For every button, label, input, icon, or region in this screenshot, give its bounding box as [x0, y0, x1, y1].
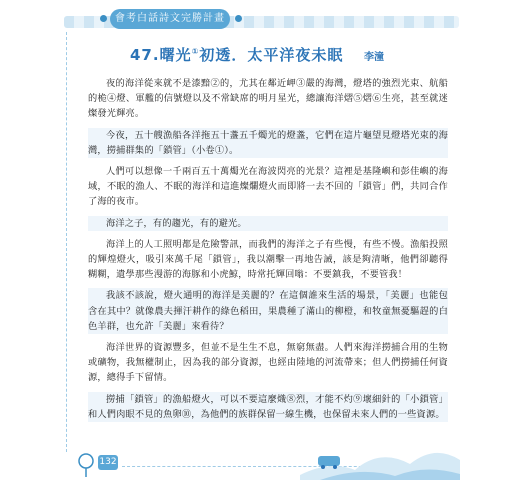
- hills-decoration-icon: [300, 430, 460, 480]
- header-banner-title: 會考白話詩文完勝計畫: [110, 9, 230, 29]
- article-body: [88, 76, 448, 428]
- paragraph: 今夜，五十艘漁船各洋拖五十盞五千燭光的燈盞，它們在這片龜望見燈塔光束的海灣，撈捕群集的「鎖管」（小卷①）。: [88, 128, 448, 158]
- banner-dot-left: [100, 15, 107, 22]
- article-title-row: [130, 44, 430, 66]
- paragraph: 人們可以想像一千兩百五十萬燭光在海波閃亮的光景？這裡是基隆嶼和彭佳嶼的海域，不眠的漁人、不眠的海洋和這進燦爛燈火而即將一去不回的「鎖管」們，共同合作了海的夜市。: [88, 166, 448, 208]
- article-title-main: 47.曙光: [130, 46, 192, 64]
- banner-dot-right: [235, 15, 242, 22]
- tree-icon: [76, 452, 96, 478]
- paragraph: 海洋上的人工照明都是危險警訊，而我們的海洋之子有些慢，有些不慢。漁船投照的輝煌燈火，吸引來萬千尾「鎖管」，我以潮擊一再地告誡，該是夠清晰，他們卻聽得糊糊，遺學那些漫游的海豚和小虎鯨，時常托輝回嗡：不要鎮我，不要管我！: [88, 238, 448, 281]
- title-note-mark: ①: [191, 47, 200, 56]
- paragraph: 海洋世界的資源豐多，但並不是生生不息，無窮無盡。人們來海洋撈捕合用的生物或礦物，我無權制止，因為我的部分資源，也經由陸地的河流帶來；但人們撈捕任何資源，總得手下留情。: [88, 342, 448, 384]
- page-number: 132: [98, 455, 118, 470]
- paragraph: 撈捕「鎖管」的漁船燈火，可以不要這麼熾⑧烈，才能不灼⑨壞細針的「小鎖管」和人們肉眼不見的魚卵⑩，為他們的族群保留一線生機，也保留未來人們的一些資源。: [88, 392, 448, 422]
- article-title-rest: 初透．太平洋夜未眠: [199, 46, 344, 64]
- paragraph: 海洋之子，有的趨光，有的避光。: [88, 216, 448, 231]
- margin-dashed-line: [66, 32, 67, 452]
- paragraph: 我該不該說，燈火通明的海洋是美麗的？在這個誰來生活的場景，「美麗」也能包含在其中？就像農夫揮汗耕作的綠色稻田，果農種了滿山的柳橙，和牧童無憂驅趕的白色羊群，也允許「美麗」來看待？: [88, 288, 448, 334]
- article-author: 李潼: [364, 52, 384, 63]
- paragraph: 夜的海洋從來就不是漆黯②的，尤其在鄰近岬③嚴的海灣，燈塔的強烈光束、航船的桅④燈、軍艦的信號燈以及不常缺席的明月星光，總讓海洋熠⑤熠⑥生亮，甚至就迷燦發光輝亮。: [88, 78, 448, 120]
- article-title: [130, 46, 343, 64]
